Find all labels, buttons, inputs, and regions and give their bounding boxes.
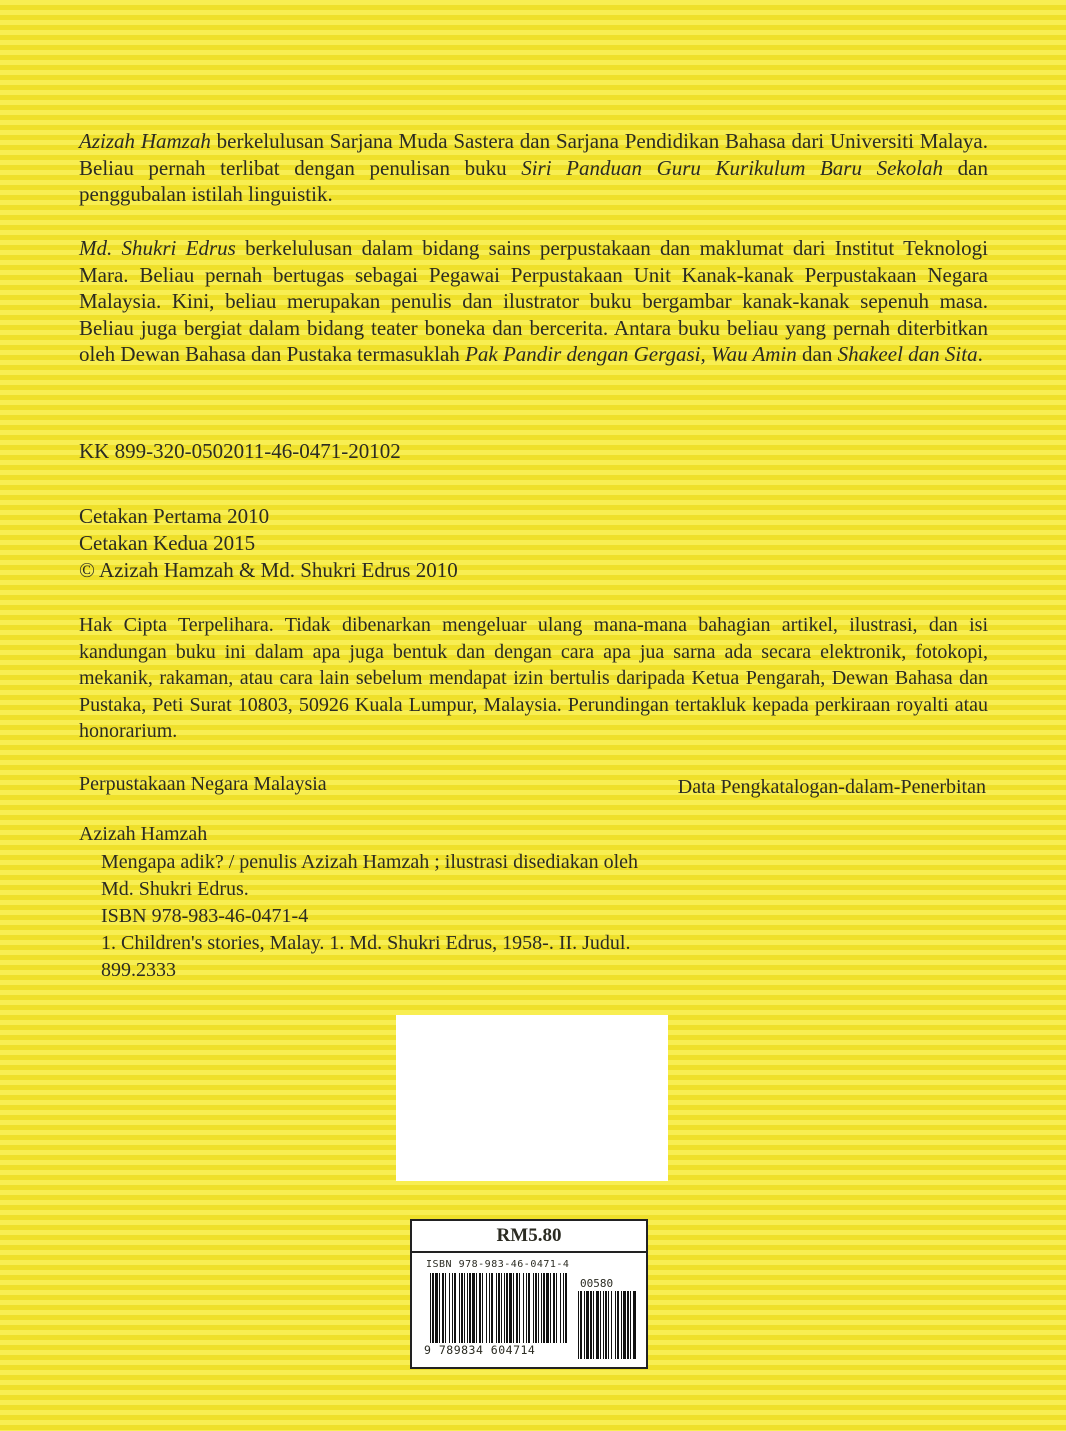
barcode-bar — [578, 1291, 579, 1359]
barcode-bar — [454, 1273, 456, 1343]
catalog-author: Azizah Hamzah — [79, 823, 208, 845]
price-label: RM5.80 — [412, 1221, 646, 1253]
barcode-bar — [590, 1291, 592, 1359]
bio-text: berkelulusan Sarjana Muda Sastera dan Sarjana Pendidikan Bahasa dari Universiti Malaya. Beliau pernah terlibat dengan penulisan buku — [79, 129, 988, 180]
barcode-bar — [563, 1273, 564, 1343]
kk-code: KK 899-320-0502011-46-0471-20102 — [79, 439, 401, 463]
barcode-bar — [482, 1273, 483, 1343]
barcode-bar — [603, 1291, 604, 1359]
barcode-bar — [528, 1273, 530, 1343]
barcode-bar — [489, 1273, 490, 1343]
addon-barcode-bars — [578, 1291, 636, 1359]
barcode-bar — [623, 1291, 626, 1359]
author-name: Azizah Hamzah — [79, 129, 211, 153]
barcode-bar — [472, 1273, 475, 1343]
barcode-bar — [467, 1273, 468, 1343]
barcode-bar — [519, 1273, 520, 1343]
barcode-bar — [535, 1273, 537, 1343]
barcode-bar — [439, 1273, 440, 1343]
copyright-line: © Azizah Hamzah & Md. Shukri Edrus 2010 — [79, 558, 458, 582]
barcode-bar — [464, 1273, 465, 1343]
barcode-bar — [435, 1273, 438, 1343]
barcode-bar — [442, 1273, 444, 1343]
barcode-bar — [445, 1273, 446, 1343]
barcode-bar — [584, 1291, 585, 1359]
author-name: Md. Shukri Edrus — [79, 236, 236, 260]
barcode-block — [410, 1219, 648, 1369]
barcode-bar — [449, 1273, 450, 1343]
ean-number: 9 789834 604714 — [424, 1343, 536, 1357]
barcode-bar — [633, 1291, 636, 1359]
book-title: Shakeel dan Sita — [837, 342, 978, 366]
barcode-bar — [556, 1273, 557, 1343]
barcode-bar — [526, 1273, 527, 1343]
barcode-bar — [593, 1291, 594, 1359]
barcode-bar — [553, 1273, 555, 1343]
catalog-subjects: 1. Children's stories, Malay. 1. Md. Shukri Edrus, 1958-. II. Judul. — [101, 932, 631, 954]
barcode-bar — [565, 1273, 567, 1343]
barcode-bar — [627, 1291, 629, 1359]
barcode-bar — [476, 1273, 477, 1343]
barcode-bar — [580, 1291, 582, 1359]
barcode-bar — [506, 1273, 508, 1343]
barcode-bar — [461, 1273, 463, 1343]
catalog-class-number: 899.2333 — [101, 959, 176, 981]
catalog-title-line: Mengapa adik? / penulis Azizah Hamzah ; ilustrasi disediakan oleh — [101, 851, 639, 873]
barcode-bar — [469, 1273, 471, 1343]
catalog-data-label: Data Pengkatalogan-dalam-Penerbitan — [677, 776, 986, 798]
barcode-bar — [621, 1291, 622, 1359]
book-title: Pak Pandir dengan Gergasi, Wau Amin — [465, 342, 797, 366]
barcode-bar — [560, 1273, 561, 1343]
bio-text: berkelulusan dalam bidang sains perpustakaan dan maklumat dari Institut Teknologi Mara. Beliau pernah bertugas sebagai Pegawai Perpustakaan Unit Kanak-kanak Perpustakaan Negara Malaysia. Kini, beliau merupakan penulis dan ilustrator buku bergambar kanak-kanak sepenuh masa. Beliau juga bergiat dalam bidang teater boneka dan bercerita. Antara buku beliau yang pernah diterbitkan oleh Dewan Bahasa dan Pustaka termasuklah — [79, 236, 988, 366]
book-title: Siri Panduan Guru Kurikulum Baru Sekolah — [521, 155, 944, 180]
barcode-bar — [541, 1273, 542, 1343]
national-library: Perpustakaan Negara Malaysia — [79, 773, 327, 795]
barcode-bar — [509, 1273, 512, 1343]
barcode-bar — [486, 1273, 487, 1343]
barcode-bar — [617, 1291, 619, 1359]
barcode-bar — [479, 1273, 481, 1343]
barcode-bar — [498, 1273, 500, 1343]
ean-barcode-bars — [430, 1273, 570, 1343]
barcode-bar — [452, 1273, 453, 1343]
barcode-bar — [430, 1273, 431, 1343]
bio-text: dan — [796, 342, 838, 366]
barcode-bar — [550, 1273, 551, 1343]
barcode-bar — [543, 1273, 545, 1343]
second-printing: Cetakan Kedua 2015 — [79, 531, 256, 555]
first-printing: Cetakan Pertama 2010 — [79, 504, 270, 528]
barcode-bar — [516, 1273, 518, 1343]
catalog-illustrator: Md. Shukri Edrus. — [101, 878, 249, 900]
barcode-bar — [600, 1291, 601, 1359]
author-bio-shukri — [79, 235, 988, 368]
rights-statement: Hak Cipta Terpelihara. Tidak dibenarkan mengeluar ulang mana-mana bahagian artikel, ilustrasi, dan isi kandungan buku ini dalam apa juga bentuk dan dengan cara apa jua sarna ada secara elektronik, fotokopi, mekanik, rakaman, atau cara lain sebelum mendapat izin bertulis daripada Ketua Pengarah, Dewan Bahasa dan Pustaka, Peti Surat 10803, 50926 Kuala Lumpur, Malaysia. Perundingan tertakluk kepada perkiraan royalti atau honorarium. — [79, 614, 988, 742]
addon-code: 00580 — [580, 1277, 614, 1290]
barcode-bar — [596, 1291, 599, 1359]
barcode-bar — [501, 1273, 502, 1343]
barcode-bar — [546, 1273, 549, 1343]
barcode-bar — [459, 1273, 460, 1343]
author-bio-azizah — [79, 128, 988, 208]
blank-label-sticker — [396, 1015, 668, 1181]
barcode-bar — [538, 1273, 539, 1343]
barcode-bar — [611, 1291, 612, 1359]
barcode-bar — [608, 1291, 609, 1359]
bio-text: . — [977, 342, 983, 366]
barcode-bar — [615, 1291, 616, 1359]
catalog-isbn: ISBN 978-983-46-0471-4 — [101, 905, 309, 927]
barcode-bar — [491, 1273, 493, 1343]
barcode-bar — [533, 1273, 534, 1343]
barcode-bar — [432, 1273, 434, 1343]
barcode-bar — [496, 1273, 497, 1343]
barcode-isbn-text: ISBN 978-983-46-0471-4 — [426, 1259, 570, 1270]
bio-text: dan penggubalan istilah linguistik. — [79, 155, 988, 206]
barcode-bar — [513, 1273, 514, 1343]
barcode-bar — [605, 1291, 607, 1359]
barcode-bar — [504, 1273, 505, 1343]
barcode-bar — [523, 1273, 524, 1343]
barcode-bar — [630, 1291, 631, 1359]
barcode-bar — [586, 1291, 589, 1359]
